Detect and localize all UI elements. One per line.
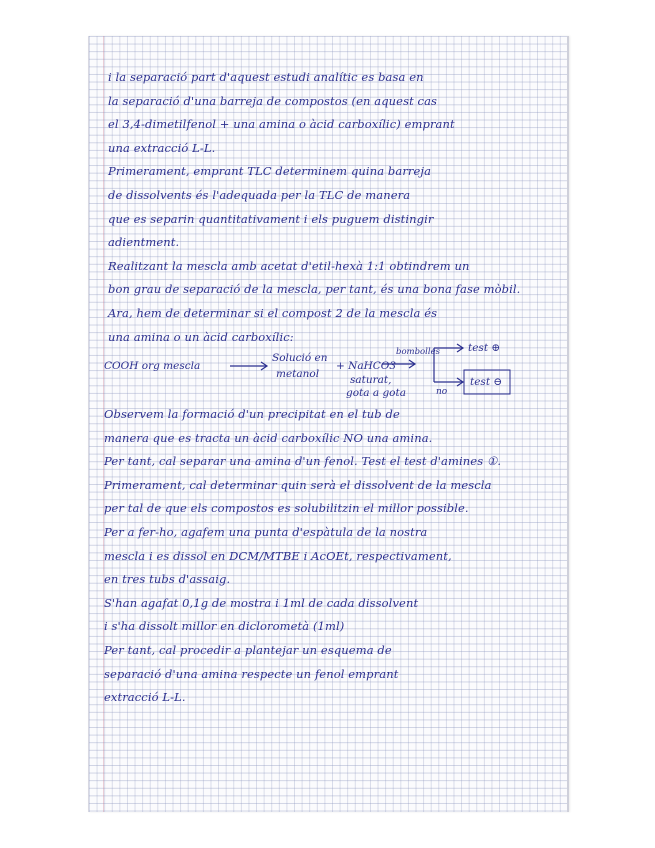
diagram-reagent-2: saturat,	[350, 374, 392, 386]
text-line: Realitzant la mescla amb acetat d'etil-hexà 1:1 obtindrem un	[108, 258, 470, 273]
text-line: Primerament, cal determinar quin serà el dissolvent de la mescla	[104, 477, 492, 492]
text-line: adientment.	[108, 235, 180, 250]
diagram-branch-top-label: bombolles	[396, 347, 441, 357]
text-line: per tal de que els compostos es solubilitzin el millor possible.	[104, 501, 469, 516]
text-line: separació d'una amina respecte un fenol emprant	[104, 666, 399, 681]
text-line: extracció L-L.	[104, 690, 186, 705]
text-line: Ara, hem de determinar si el compost 2 de la mescla és	[108, 305, 438, 320]
text-line: de dissolvents és l'adequada per la TLC de manera	[108, 187, 411, 202]
text-line: Primerament, emprant TLC determinem quina barreja	[108, 164, 432, 179]
text-line: manera que es tracta un àcid carboxílic NO una amina.	[104, 430, 433, 445]
diagram-result-top: test ⊕	[468, 342, 501, 354]
text-line: el 3,4-dimetilfenol + una amina o àcid carboxílic) emprant	[108, 117, 455, 132]
text-line: mescla i es dissol en DCM/MTBE i AcOEt, respectivament,	[104, 548, 452, 563]
text-line: Observem la formació d'un precipitat en el tub de	[104, 407, 400, 421]
text-line: la separació d'una barreja de compostos (en aquest cas	[108, 93, 438, 108]
diagram-result-bottom: test ⊖	[470, 376, 503, 388]
text-line: bon grau de separació de la mescla, per tant, és una bona fase mòbil.	[108, 282, 521, 297]
diagram-reagent-3: gota a gota	[346, 387, 406, 399]
handwritten-paragraph-2	[104, 403, 501, 710]
text-line: i s'ha dissolt millor en diclorometà (1ml)	[104, 619, 345, 634]
text-line: Per a fer-ho, agafem una punta d'espàtula de la nostra	[104, 524, 428, 539]
diagram-start: COOH org mescla	[104, 360, 201, 372]
text-line: una extracció L-L.	[108, 140, 216, 155]
diagram-reagent-1: + NaHCO3	[336, 360, 397, 372]
text-line: que es separin quantitativament i els puguem distingir	[108, 211, 434, 226]
text-line: S'han agafat 0,1g de mostra i 1ml de cada dissolvent	[104, 595, 419, 610]
text-line: en tres tubs d'assaig.	[104, 572, 231, 587]
text-line: una amina o un àcid carboxílic:	[108, 329, 294, 344]
text-line: Per tant, cal procedir a plantejar un esquema de	[104, 642, 392, 657]
text-line: Per tant, cal separar una amina d'un fenol. Test el test d'amines ①.	[104, 454, 502, 469]
reaction-diagram	[96, 324, 556, 402]
diagram-branch-bottom-label: no	[436, 387, 448, 397]
handwritten-paragraph-1	[108, 66, 520, 349]
text-line: i la separació part d'aquest estudi analític es basa en	[108, 70, 424, 84]
page-margin-line	[89, 36, 104, 812]
diagram-step1-line2: metanol	[276, 368, 320, 380]
diagram-step1-line1: Solució en	[272, 352, 328, 364]
